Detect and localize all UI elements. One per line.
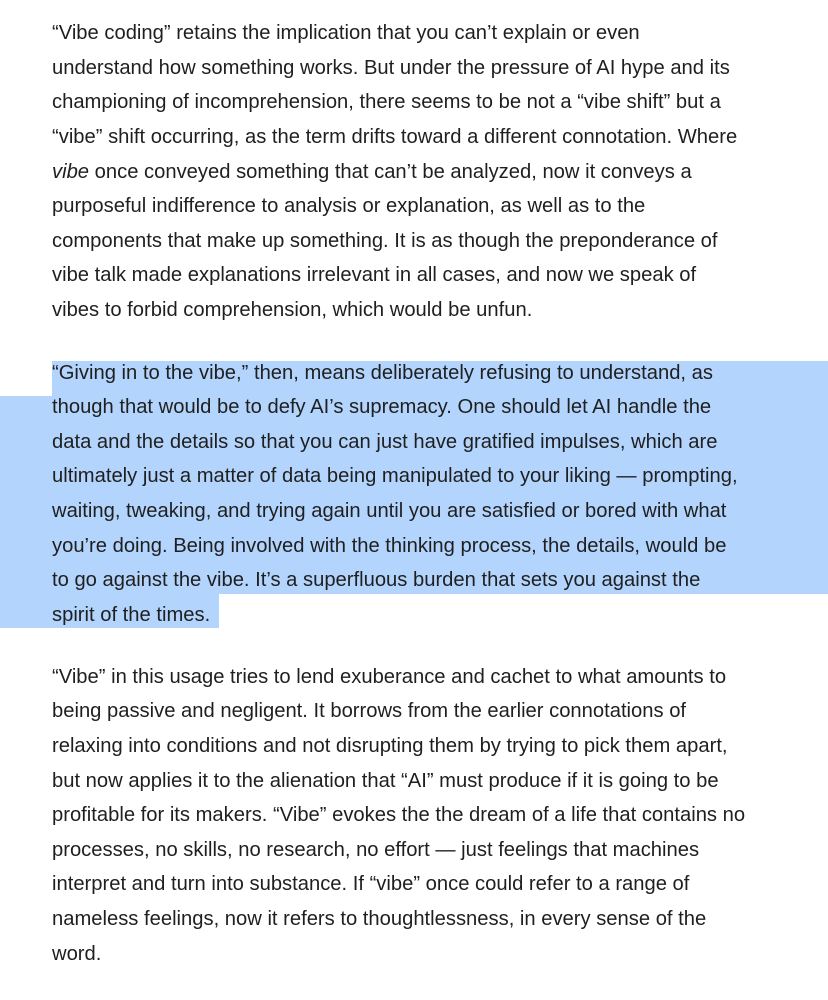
text-line: though that would be to defy AI’s supremacy. One should let AI handle the (52, 396, 712, 418)
text-line: components that make up something. It is as though the preponderance of (52, 230, 718, 252)
text-line: interpret and turn into substance. If “vibe” once could refer to a range of (52, 873, 690, 895)
text-line: you’re doing. Being involved with the thinking process, the details, would be (52, 535, 727, 557)
emphasized-word: vibe (52, 161, 90, 183)
text-line: championing of incomprehension, there seems to be not a “vibe shift” but a (52, 91, 721, 113)
text-line (52, 155, 692, 190)
text-line: data and the details so that you can just have gratified impulses, which are (52, 431, 718, 453)
text-line: but now applies it to the alienation that “AI” must produce if it is going to be (52, 770, 719, 792)
text-line: vibe talk made explanations irrelevant in all cases, and now we speak of (52, 264, 697, 286)
text-line: understand how something works. But under the pressure of AI hype and its (52, 57, 730, 79)
text-line: “Giving in to the vibe,” then, means deliberately refusing to understand, as (52, 362, 713, 384)
text-line: relaxing into conditions and not disrupting them by trying to pick them apart, (52, 735, 728, 757)
text-line: spirit of the times. (52, 604, 211, 626)
text-line: ultimately just a matter of data being manipulated to your liking — prompting, (52, 465, 738, 487)
text-line: word. (52, 943, 102, 965)
text-line: to go against the vibe. It’s a superfluous burden that sets you against the (52, 569, 701, 591)
text-line: vibes to forbid comprehension, which would be unfun. (52, 299, 533, 321)
text-line: purposeful indifference to analysis or explanation, as well as to the (52, 195, 646, 217)
text-line: being passive and negligent. It borrows from the earlier connotations of (52, 700, 687, 722)
text-line: “Vibe” in this usage tries to lend exuberance and cachet to what amounts to (52, 666, 727, 688)
text-line: processes, no skills, no research, no effort — just feelings that machines (52, 839, 700, 861)
text-line: “vibe” shift occurring, as the term drifts toward a different connotation. Where (52, 126, 738, 148)
text-line: nameless feelings, now it refers to thoughtlessness, in every sense of the (52, 908, 707, 930)
text-line: waiting, tweaking, and trying again until you are satisfied or bored with what (52, 500, 727, 522)
text-span: once conveyed something that can’t be analyzed, now it conveys a (89, 161, 692, 183)
text-line: “Vibe coding” retains the implication that you can’t explain or even (52, 22, 640, 44)
text-line: profitable for its makers. “Vibe” evokes the the dream of a life that contains no (52, 804, 746, 826)
